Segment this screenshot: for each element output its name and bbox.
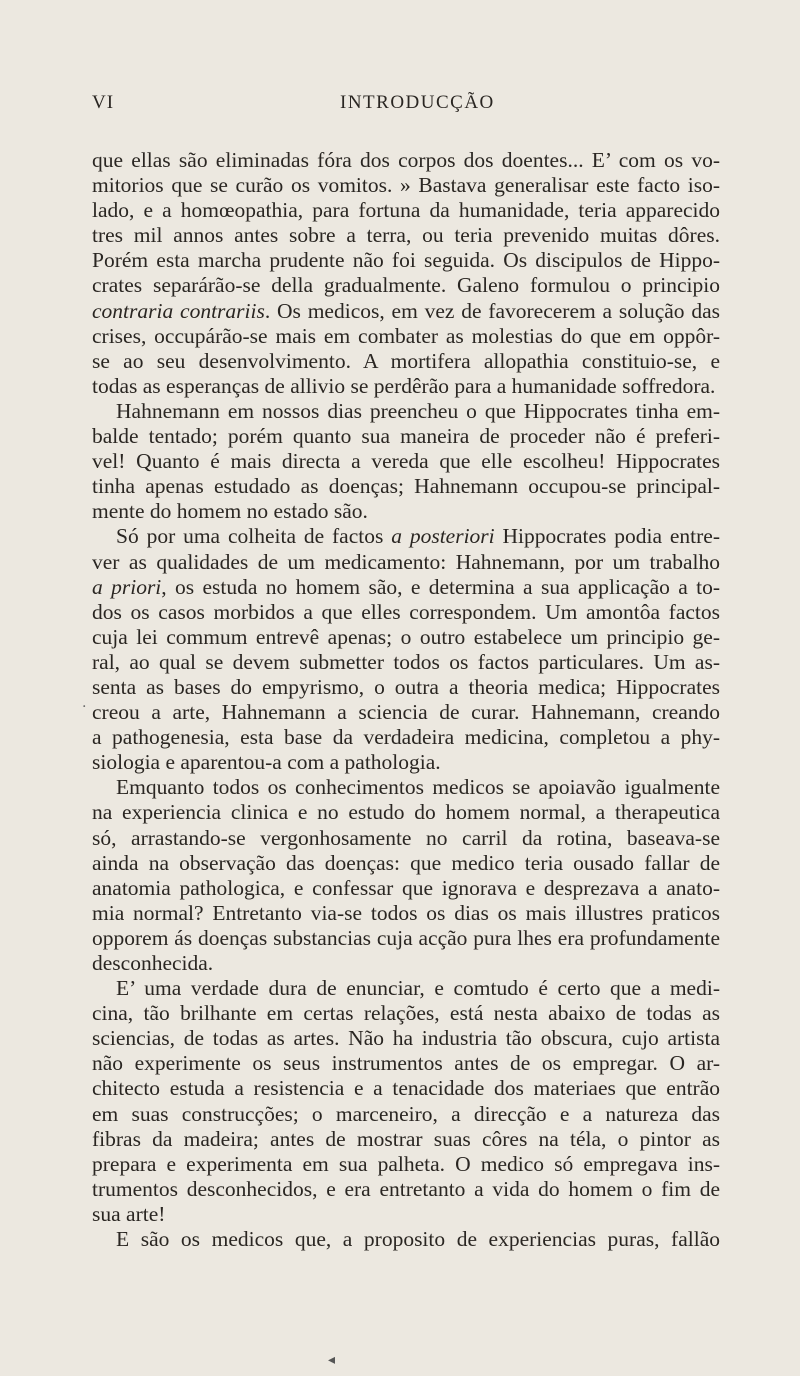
text-line: a priori, os estuda no homem são, e determina a sua applicação a to-: [92, 574, 721, 599]
text-line: prepara e experimenta em sua palheta. O medico só empregava ins-: [92, 1151, 720, 1176]
text-line: mitorios que se curão os vomitos. » Bastava generalisar este facto iso-: [92, 173, 720, 198]
text-line: crises, occupárão-se mais em combater as molestias do que em oppôr-: [92, 323, 720, 348]
text-line: sua arte!: [92, 1201, 166, 1226]
text-line: senta as bases do empyrismo, o outra a theoria medica; Hippocrates: [92, 674, 720, 699]
text-line: vel! Quanto é mais directa a vereda que elle escolheu! Hippocrates: [92, 449, 720, 474]
margin-mark: .: [82, 695, 87, 711]
text-line: que ellas são eliminadas fóra dos corpos dos doentes... E’ com os vo-: [92, 148, 720, 172]
text-line: tres mil annos antes sobre a terra, ou teria prevenido muitas dôres.: [92, 223, 720, 248]
text-line: em suas construcções; o marceneiro, a direcção e a natureza das: [92, 1101, 720, 1126]
page-number: VI: [92, 92, 115, 113]
italic-phrase: a posteriori: [391, 524, 495, 549]
text-line: siologia e aparentou-a com a pathologia.: [92, 750, 441, 775]
text-line: cina, tão brilhante em certas relações, está nesta abaixo de todas as: [92, 1001, 720, 1026]
text-line: tinha apenas estudado as doenças; Hahnemann occupou-se principal-: [92, 474, 720, 499]
text-line: não experimente os seus instrumentos antes de os empregar. O ar-: [92, 1051, 720, 1076]
text-line: mia normal? Entretanto via-se todos os dias os mais illustres praticos: [92, 900, 720, 925]
text-line: na experiencia clinica e no estudo do homem normal, a therapeutica: [92, 800, 720, 825]
text-line: dos os casos morbidos a que elles correspondem. Um amontôa factos: [92, 599, 720, 624]
text-line: creou a arte, Hahnemann a sciencia de curar. Hahnemann, creando: [92, 700, 720, 725]
ink-mark: ◂: [328, 1352, 336, 1368]
body-text: [92, 148, 720, 1252]
page-header: [92, 92, 720, 122]
text-line: só, arrastando-se vergonhosamente no carril da rotina, baseava-se: [92, 825, 720, 850]
text-line: Emquanto todos os conhecimentos medicos se apoiavão igualmente: [116, 775, 720, 800]
text-line: fibras da madeira; antes de mostrar suas côres na téla, o pintor as: [92, 1126, 720, 1151]
text-line: E são os medicos que, a proposito de experiencias puras, fallão: [116, 1227, 720, 1252]
text-line: E’ uma verdade dura de enunciar, e comtudo é certo que a medi-: [116, 976, 720, 1001]
text-line: ainda na observação das doenças: que medico teria ousado fallar de: [92, 850, 720, 875]
text-line: mente do homem no estado são.: [92, 499, 368, 524]
text-line: anatomia pathologica, e confessar que ignorava e desprezava a anato-: [92, 875, 720, 900]
text-line: Só por uma colheita de factos a posteriori Hippocrates podia entre-: [116, 524, 720, 549]
text-line: todas as esperanças de allivio se perdêrão para a humanidade soffredora.: [92, 373, 716, 398]
text-line: ral, ao qual se devem submetter todos os factos particulares. Um as-: [92, 649, 720, 674]
text-line: Hahnemann em nossos dias preencheu o que Hippocrates tinha em-: [116, 398, 720, 423]
running-title: INTRODUCÇÃO: [340, 92, 495, 113]
text-line: Porém esta marcha prudente não foi seguida. Os discipulos de Hippo-: [92, 248, 720, 273]
text-line: trumentos desconhecidos, e era entretanto a vida do homem o fim de: [92, 1176, 720, 1201]
italic-phrase: a priori: [92, 574, 162, 599]
text-line: desconhecida.: [92, 951, 214, 975]
text-line: opporem ás doenças substancias cuja acção pura lhes era profundamente: [92, 925, 720, 950]
text-line: chitecto estuda a resistencia e a tenacidade dos materiaes que entrão: [92, 1076, 720, 1101]
text-line: contraria contrariis. Os medicos, em vez de favorecerem a solução das: [92, 298, 720, 323]
text-line: lado, e a homœopathia, para fortuna da humanidade, teria apparecido: [92, 198, 720, 223]
text-line: cuja lei commum entrevê apenas; o outro estabelece um principio ge-: [92, 624, 720, 649]
text-line: ver as qualidades de um medicamento: Hahnemann, por um trabalho: [92, 549, 720, 574]
text-line: se ao seu desenvolvimento. A mortifera allopathia constituio-se, e: [92, 348, 720, 373]
text-line: sciencias, de todas as artes. Não ha industria tão obscura, cujo artista: [92, 1026, 720, 1051]
text-line: crates separárão-se della gradualmente. Galeno formulou o principio: [92, 273, 720, 298]
italic-phrase: contraria contrariis: [92, 298, 265, 323]
text-line: a pathogenesia, esta base da verdadeira medicina, completou a phy-: [92, 725, 720, 750]
text-line: balde tentado; porém quanto sua maneira de proceder não é preferi-: [92, 424, 720, 449]
